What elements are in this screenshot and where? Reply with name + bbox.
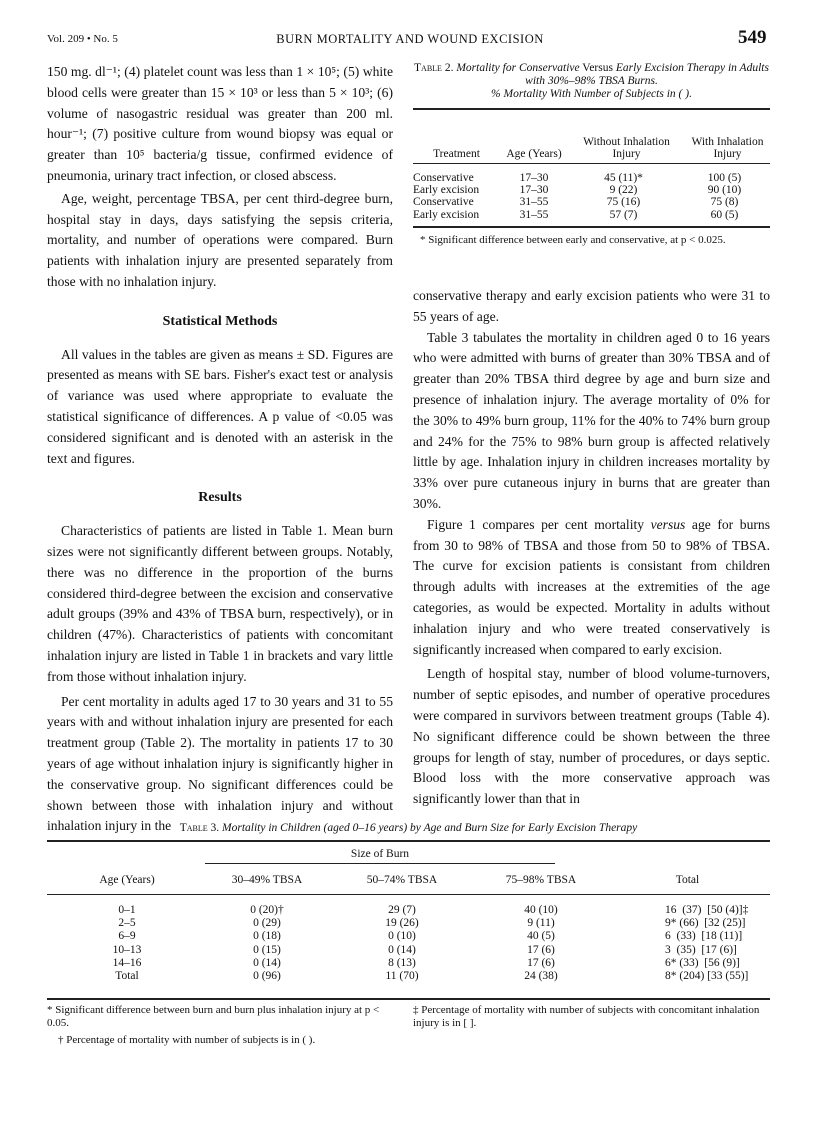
column-header: Age (Years): [506, 147, 562, 160]
cell: 75 (16): [606, 196, 641, 209]
table-row: [47, 957, 770, 970]
table-row: [413, 209, 770, 221]
table-row: [47, 970, 770, 983]
table-rule: [413, 163, 770, 164]
cell: 8 (13): [388, 956, 416, 969]
paragraph: Per cent mortality in adults aged 17 to 30 years and 31 to 55 years with and without inhalation injury are presented for each treatment group (Table 2). The mortality in patients 17 to 30 years of age without inhalation injury is significantly higher in the conservative group. No significant differences could be shown between those with inhalation injury and without inhalation injury in the: [47, 693, 393, 834]
table2-body: [413, 172, 770, 221]
paragraph: 150 mg. dl⁻¹; (4) platelet count was less than 1 × 10⁵; (5) white blood cells were greater than 15 × 10³ or less than 5 × 10³; (6) volume of nasogastric residual was greater than 200 ml. hour⁻¹; (7) positive culture from wound biopsy was equal or greater than 10⁵ bacteria/g tissue, confirmed evidence of pneumonia, urinary tract infection, or closed abscess.: [47, 64, 393, 183]
page-number: 549: [738, 27, 767, 48]
table2-footnote: * Significant difference between early and conservative, at p < 0.025.: [420, 234, 726, 246]
cell: 0–1: [118, 904, 136, 916]
table-label: Table 3.: [179, 822, 220, 834]
column-header: 30–49% TBSA: [231, 874, 303, 886]
paragraph: conservative therapy and early excision patients who were 31 to 55 years of age.: [413, 288, 770, 324]
table-row: [47, 944, 770, 957]
table-rule: [47, 998, 770, 1000]
cell: 40 (10): [524, 904, 558, 916]
cell: 19 (26): [385, 917, 419, 930]
cell: 14–16: [112, 956, 142, 969]
cell: Total: [115, 970, 139, 983]
cell: Early excision: [413, 208, 480, 221]
cell: 29 (7): [388, 904, 416, 916]
table-rule: [47, 840, 770, 842]
text: versus: [650, 516, 686, 532]
column-header: Total: [675, 874, 700, 886]
cell: 9* (66) [32 (25)]: [665, 917, 746, 930]
column-header: Without Inhalation Injury: [583, 135, 670, 160]
cell: 57 (7): [609, 208, 638, 221]
text: age for burns from 30 to 98% of TBSA and those from 50 to 98% of TBSA. The curve for excision patients is consistant from children through adults with increases at the extremities of the age categories, as would be expected. Mortality in adults without inhalation injury and who were treated conservatively is significantly increased when compared to early excision.: [413, 516, 770, 657]
cell: 0 (20)†: [250, 904, 284, 916]
cell: 90 (10): [707, 184, 742, 197]
table-row: [413, 184, 770, 196]
paragraph: [413, 515, 770, 661]
cell: 0 (18): [253, 930, 281, 943]
table-row: [413, 172, 770, 184]
volume-info: Vol. 209 • No. 5: [47, 33, 118, 45]
cell: 16 (37) [50 (4)]‡: [665, 904, 749, 916]
table3-footnote-double-dagger: ‡ Percentage of mortality with number of subjects with concomitant inhalation injury is in [ ].: [413, 1004, 760, 1029]
cell: 0 (15): [253, 943, 281, 956]
cell: 10–13: [112, 943, 142, 956]
table2-caption: [413, 62, 770, 101]
table3-header: [47, 874, 770, 887]
paragraph: Age, weight, percentage TBSA, per cent third-degree burn, hospital stay in days, days satisfying the sepsis criteria, mortality, and number of operations were compared. Burn patients with inhalation injury are presented separately from those with no inhalation injury.: [47, 190, 393, 289]
column-header: 50–74% TBSA: [366, 874, 438, 886]
cell: 0 (96): [253, 970, 281, 983]
cell: 11 (70): [385, 970, 419, 983]
cell: 24 (38): [524, 970, 558, 983]
paragraph: Length of hospital stay, number of blood volume-turnovers, number of septic episodes, and number of operative procedures were compared in survivors between treatment groups (Table 4). No significant difference could be shown between the three groups for length of stay, number of procedures, or days septic. Blood loss with the more conservative approach was significantly lower than that in: [413, 666, 770, 807]
cell: 6–9: [118, 930, 136, 943]
section-heading-results: Results: [198, 490, 242, 506]
caption-text: Versus: [579, 62, 616, 74]
table-rule: [413, 226, 770, 228]
table-rule: [47, 894, 770, 895]
paragraph: Characteristics of patients are listed in Table 1. Mean burn sizes were not significantly different between groups. Notably, there was no difference in the proportion of the burns considered third-degree between the excision and conservative adult groups (39% and 43% of TBSA burn, respectively), or in children (47%). Characteristics of patients with concomitant inhalation injury are listed in Table 1 in brackets and vary little from those without inhalation injury.: [47, 523, 393, 684]
running-title: BURN MORTALITY AND WOUND EXCISION: [276, 32, 544, 46]
column-header: With Inhalation Injury: [691, 135, 764, 160]
cell: 45 (11)*: [604, 172, 643, 184]
table-label: Table 2.: [414, 62, 454, 74]
cell: 40 (5): [527, 930, 555, 943]
table-row: [47, 930, 770, 943]
cell: 60 (5): [710, 208, 739, 221]
cell: 100 (5): [707, 172, 742, 184]
left-column: [47, 62, 393, 837]
cell: 9 (22): [609, 184, 638, 197]
cell: 17–30: [519, 172, 549, 184]
caption-text: % Mortality With Number of Subjects in ( ).: [491, 88, 692, 100]
cell: Conservative: [413, 196, 474, 209]
caption-text: Mortality in Children (aged 0–16 years) by Age and Burn Size for Early Excision Therapy: [222, 822, 638, 834]
table3-body: [47, 904, 770, 983]
table3-footnote-star: * Significant difference between burn and burn plus inhalation injury at p < 0.05.: [47, 1004, 380, 1029]
cell: Conservative: [413, 172, 474, 184]
cell: 17–30: [519, 184, 549, 197]
cell: 0 (29): [253, 917, 281, 930]
column-header: Treatment: [433, 147, 480, 160]
cell: 8* (204) [33 (55)]: [665, 970, 749, 983]
section-heading-statistical-methods: Statistical Methods: [162, 313, 278, 329]
cell: 3 (35) [17 (6)]: [665, 943, 737, 956]
table-row: [47, 904, 770, 917]
right-column: [413, 286, 770, 810]
cell: 0 (14): [388, 943, 416, 956]
column-header: Age (Years): [99, 874, 155, 886]
cell: 6 (33) [18 (11)]: [665, 930, 743, 943]
table-row: [47, 917, 770, 930]
table-rule: [413, 108, 770, 110]
cell: 2–5: [118, 917, 136, 930]
caption-text: Early Excision Therapy in Adults with 30%–98% TBSA Burns.: [525, 62, 769, 87]
cell: 31–55: [519, 208, 549, 221]
caption-text: Mortality for Conservative: [456, 62, 580, 74]
cell: 0 (14): [253, 956, 281, 969]
column-header: 75–98% TBSA: [505, 874, 577, 886]
paragraph: All values in the tables are given as means ± SD. Figures are presented as means with SE bars. Fisher's exact test or analysis of variance was used where appropriate to evaluate the statistical significance of differences. A p value of <0.05 was considered significant and is denoted with an asterisk in the text and figures.: [47, 346, 393, 466]
table3-footnote-dagger: † Percentage of mortality with number of subjects is in ( ).: [58, 1034, 316, 1046]
group-header: Size of Burn: [350, 848, 410, 860]
cell: 0 (10): [388, 930, 416, 943]
table-row: [413, 196, 770, 208]
cell: 6* (33) [56 (9)]: [665, 956, 740, 969]
cell: 9 (11): [527, 917, 555, 930]
cell: 31–55: [519, 196, 549, 209]
table3-caption: [47, 822, 770, 835]
cell: 17 (6): [527, 943, 555, 956]
paragraph: Table 3 tabulates the mortality in children aged 0 to 16 years who were admitted with burns of greater than 30% TBSA and of greater than 20% TBSA third degree by age and burn size and presence of inhalation injury. The average mortality of 0% for the 30% to 49% burn group, 11% for the 40% to 74% burn group and 24% for the 75% to 98% burn group is affected relatively little by age. Inhalation injury in children increases mortality by 33% over pure cutaneous injury in burns that are greater than 30%.: [413, 329, 770, 511]
text: Figure 1 compares per cent mortality: [427, 516, 651, 532]
cell: Early excision: [413, 184, 480, 197]
cell: 17 (6): [527, 956, 555, 969]
table-rule: [205, 863, 555, 864]
cell: 75 (8): [710, 196, 739, 209]
